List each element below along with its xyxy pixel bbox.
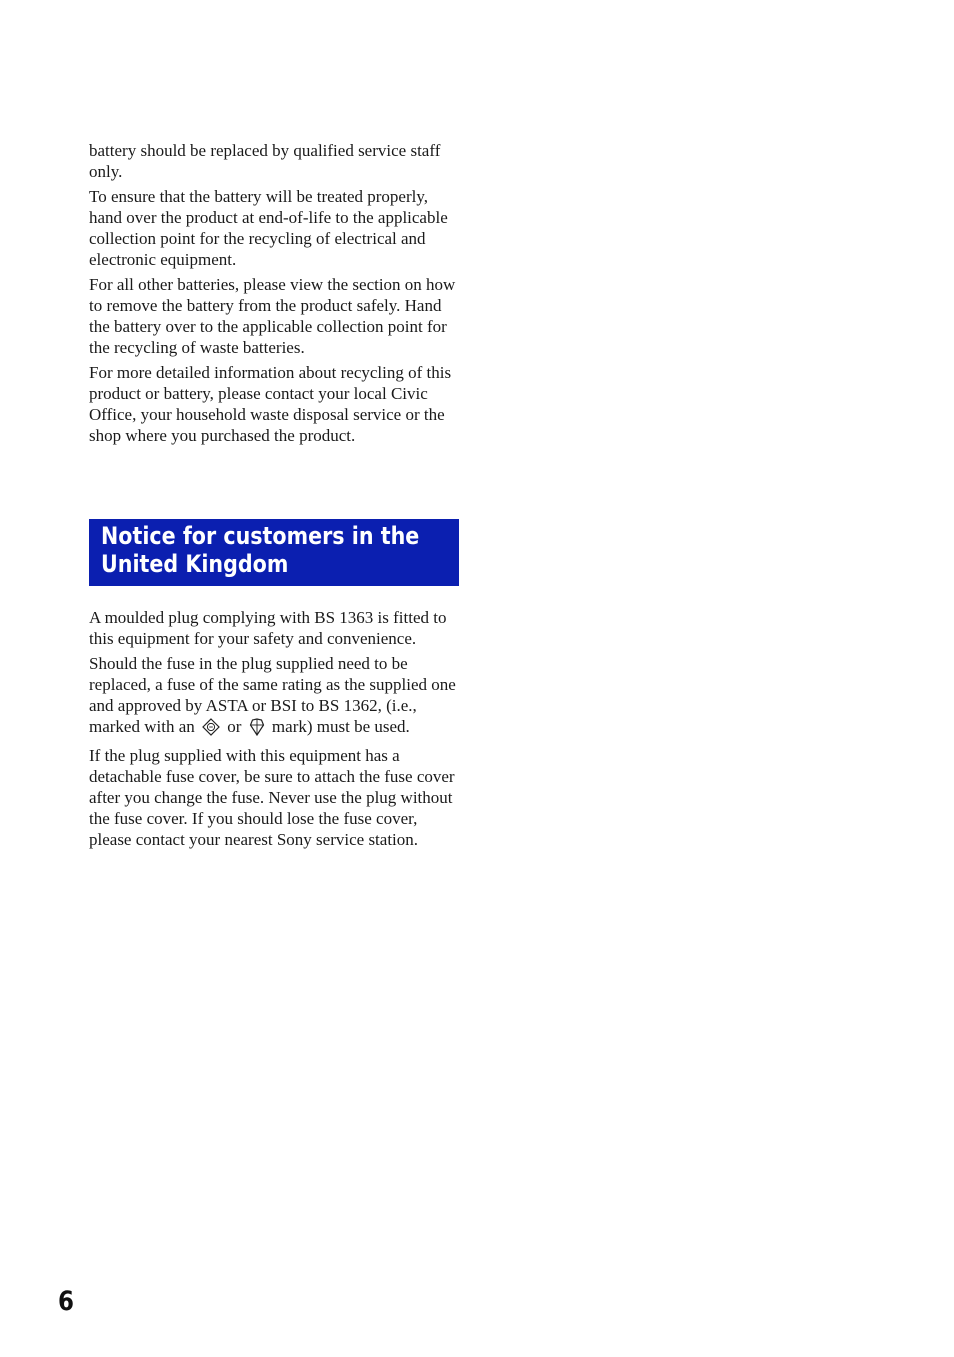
paragraph: If the plug supplied with this equipment has a detachable fuse cover, be sure to attach the fuse cover after you change the fuse. Never use the plug without the fuse cover. If you should lose the fuse cover, please contact your nearest Sony service station. [89,746,455,849]
heading-line-2: United Kingdom [101,550,289,578]
paragraph: A moulded plug complying with BS 1363 is fitted to this equipment for your safety and convenience. [89,608,447,648]
fuse-text-part: mark) must be used. [271,717,410,736]
paragraph: For more detailed information about recycling of this product or battery, please contact your local Civic Office, your household waste disposal service or the shop where you purchased the product. [89,363,452,445]
paragraph: To ensure that the battery will be treated properly, hand over the product at end-of-life to the applicable collection point for the recycling of electrical and electronic equipment. [89,187,448,269]
fuse-text-part: or [227,717,242,736]
paragraph: battery should be replaced by qualified service staff only. [89,141,441,181]
paragraph [89,653,459,741]
asta-mark-icon [202,718,220,741]
fuse-text-part: Should the fuse in the plug supplied need to be replaced, a fuse of the same rating as the supplied one and approved by ASTA or BSI to BS 1362, (i.e., marked with an [89,654,456,736]
section-heading [101,522,420,578]
heading-line-1: Notice for customers in the [101,522,420,550]
paragraph: For all other batteries, please view the section on how to remove the battery from the product safely. Hand the battery over to the applicable collection point for the recycling of waste batteries. [89,275,456,357]
section-heading-banner [89,519,459,586]
bsi-kitemark-icon [249,718,265,741]
page-number: 6 [58,1286,74,1317]
battery-recycling-text [89,140,459,450]
uk-notice-text [89,607,459,854]
